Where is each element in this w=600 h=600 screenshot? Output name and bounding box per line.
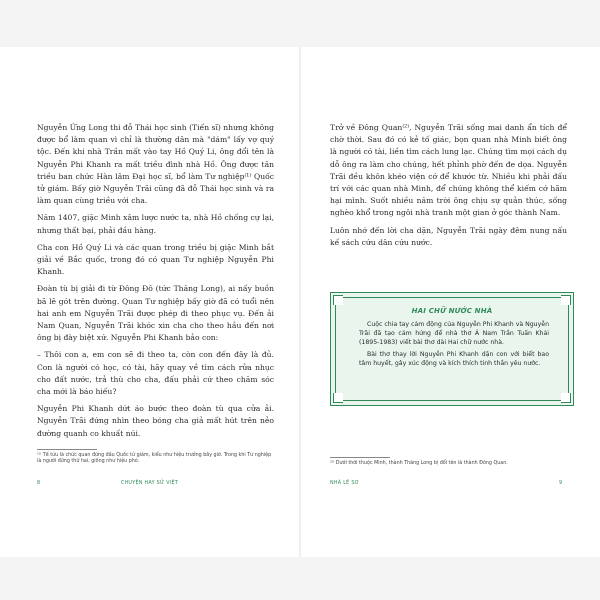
right-paragraph-1: Trở về Đông Quan⁽²⁾, Nguyễn Trãi sống mai danh ẩn tích để chờ thời. Sau đó có kẻ tố giác, bọn quan nhà Minh biết ông là người có tài, liền tìm cách lung lạc. Chúng tìm mọi cách dụ dỗ ông ra làm cho chúng, hết phỉnh phờ đến đe dọa. Nguyễn Trãi đều khôn khéo viện cớ để khước từ. Nhiều khi phải đấu trí với các quan nhà Minh, để chúng không thể kiếm cớ hãm hại mình. Suốt nhiều năm trời ông chịu sự quản thúc, sống nghèo khổ trong ngôi nhà tranh một gian ở góc thành Nam.: [330, 123, 567, 218]
left-paragraph-3: Cha con Hồ Quý Li và các quan trong triều bị giặc Minh bắt giải về Bắc quốc, trong đó có quan Tư nghiệp Nguyễn Phi Khanh.: [37, 242, 274, 277]
right-footnote: ⁽²⁾ Dưới thời thuộc Minh, thành Thăng Long bị đổi tên là thành Đông Quan.: [330, 461, 508, 466]
left-paragraph-2: Năm 1407, giặc Minh xâm lược nước ta, nhà Hồ chống cự lại, nhưng thất bại, phải đầu hàng.: [37, 213, 274, 235]
left-page: [0, 47, 299, 557]
sidebar-box-paragraph-2: Bài thơ thay lời Nguyễn Phi Khanh dặn con với biết bao tâm huyết, gây xúc động và kích thích tinh thần yêu nước.: [359, 350, 549, 367]
left-running-head: CHUYỆN HAY SỬ VIỆT: [120, 481, 179, 486]
sidebar-box-body: [359, 320, 549, 370]
left-paragraph-5: – Thôi con a, em con sẽ đi theo ta, còn con đến đây là đủ. Con là người có học, có tài, hãy quay về tìm cách rửa nhục cho đất nước, trả thù cho cha, đấu phải cứ theo chăm sóc cha mới là báo hiếu?: [37, 350, 274, 397]
right-running-head: NHÀ LÊ SƠ: [330, 481, 360, 486]
left-page-number: 8: [37, 481, 41, 486]
right-paragraph-2: Luôn nhớ đến lời cha dặn, Nguyễn Trãi ngày đêm nung nấu kế sách cứu dân cứu nước.: [330, 225, 567, 247]
right-body-text: [330, 122, 567, 254]
sidebar-box: [330, 292, 574, 406]
sidebar-box-paragraph-1: Cuộc chia tay cảm động của Nguyễn Phi Khanh và Nguyễn Trãi đã tạo cảm hứng để nhà thơ Á Nam Trần Tuấn Khải (1895-1983) viết bài thơ dài Hai chữ nước nhà.: [359, 321, 549, 347]
box-corner-ornament: [333, 295, 343, 305]
book-spread: [0, 47, 600, 557]
left-paragraph-1: Nguyễn Ứng Long thi đỗ Thái học sinh (Tiến sĩ) nhưng không được bổ làm quan vì chỉ là thường dân mà "dám" lấy vợ quý tộc. Đến khi nhà Trần mất vào tay Hồ Quý Li, ông đổi tên là Nguyễn Phi Khanh ra mất triều đình nhà Hồ. Ông được tân triều ban chức Hàn lâm Đại học sĩ, bổ làm Tư nghiệp⁽¹⁾ Quốc tử giám. Bấy giờ Nguyễn Trãi cũng đã đỗ Thái học sinh và ra làm quan cùng triều với cha.: [37, 123, 274, 206]
sidebar-box-title: HAI CHỮ NƯỚC NHÀ: [411, 307, 493, 315]
box-corner-ornament: [333, 393, 343, 403]
right-page-number: 9: [559, 481, 563, 486]
left-paragraph-4: Đoàn tù bị giải đi từ Đông Đô (tức Thăng Long), ai nấy buồn bã lê gót trên đường. Quan Tư nghiệp bấy giờ đã có tuổi nên hai anh em Nguyễn Trãi được phép đi theo phục vụ. Đến ải Nam Quan, Nguyễn Trãi khóc xin cha cho theo hầu đến nơi ông bị đày biệt xứ. Nguyễn Phi Khanh bảo con:: [37, 284, 274, 343]
left-paragraph-6: Nguyễn Phi Khanh dứt áo bước theo đoàn tù qua cửa ải. Nguyễn Trãi đứng nhìn theo bóng cha giả mất hút trên nẻo đường quanh co khuất núi.: [37, 404, 274, 438]
left-footnote-rule: [37, 449, 97, 450]
right-page: [301, 47, 600, 557]
left-footnote: ⁽¹⁾ Tế tửu là chức quan đứng đầu Quốc tử giám, kiểu như hiệu trưởng bây giờ. Trong khi Tư nghiệp là người đứng thứ hai, giống như hiệu phó.: [37, 453, 272, 465]
box-corner-ornament: [561, 295, 571, 305]
left-body-text: [37, 122, 274, 445]
right-footnote-rule: [330, 457, 390, 458]
box-corner-ornament: [561, 393, 571, 403]
